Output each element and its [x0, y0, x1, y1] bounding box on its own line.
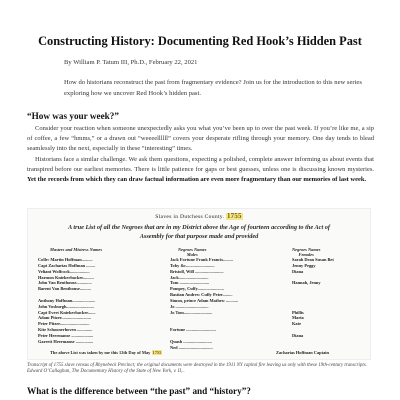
male-name-entry: Jo ..............................: [170, 303, 209, 309]
male-name-entry: Fortune ...........................: [170, 327, 216, 333]
image-caption: Transcript of 1755 slave census of Rhynebeck Precinct; the original documents were destroyed in the 1911 NY capitol fire leaving us only with these 19th-century transcripts. Edward O’Callaghan, The Documentary History of the State of New York, v. II,..: [27, 363, 367, 375]
master-name-entry: John Vosburgh.........................: [38, 303, 94, 309]
column-header-males: Negroes Names Males: [178, 247, 207, 257]
master-name-entry: Veliant Wolfcock..................: [38, 268, 90, 274]
document-footer-text: The above List was taken by me this 12th Day of May: [50, 350, 151, 355]
master-name-entry: Garrett Heermanse ................: [38, 338, 94, 344]
article-body: [27, 124, 374, 185]
male-name-entry: Ned ...............................: [170, 344, 213, 350]
paragraph: Consider your reaction when someone unexpectedly asks you what you’ve been up to over the past week. If you’re like me, a sip of coffee, a few “hmms,” or a drawn out “weeeellllll” covers your desperate rifling through your memory. One day tends to blead seamlessly into the next, especially in these “interesting” times.: [27, 125, 374, 153]
master-name-entry: Adam Pitzer...........................: [38, 315, 92, 321]
male-name-entry: Tom ...........................: [170, 280, 210, 286]
male-name-entry: Pompey, Cuffy........................: [170, 286, 224, 292]
master-name-entry: Peter Pitzer...........................: [38, 321, 90, 327]
master-name-entry: John Van Benthouse..............: [38, 280, 92, 286]
female-name-entry: Hannah, Jenny: [292, 280, 321, 286]
paragraph: [27, 155, 374, 186]
female-name-entry: Diana: [292, 332, 304, 338]
intro-text: How do historians reconstruct the past from fragmentary evidence? Join us for the introduction to this new series exploring how we uncover Red Hook’s hidden past.: [64, 79, 362, 97]
document-heading-line-2: Assembly for that purpose made and provided: [139, 233, 259, 240]
document-footer-year-highlight: 1755: [152, 350, 162, 355]
female-name-entry: Phillis: [292, 309, 304, 315]
male-name-entry: Bastian Andrew Cuffy Peter.........: [170, 292, 233, 298]
paragraph-bold-text: Yet the records from which they can draw factual information are even more fragmentary than our memories of last week.: [27, 176, 367, 184]
master-name-entry: Colle: Martin Hoffman..........: [38, 257, 93, 262]
master-name-entry: Barent Van Benthouse..........: [38, 286, 91, 292]
document-header: [28, 213, 370, 220]
byline: By William P. Tatum III, Ph.D., February 22, 2021: [64, 59, 198, 66]
female-name-entry: Jenny Peggy: [292, 262, 316, 268]
master-name-entry: Harmon Kniekerbacker..........: [38, 274, 94, 280]
master-name-entry: Kite Schoonerhoven ..............: [38, 327, 93, 333]
document-heading-line-1: A true List of all the Negroes that are in my District above the Age of fourteen according to the Act of: [67, 224, 331, 231]
master-name-entry: Anthony Hoffman.....................: [38, 297, 96, 303]
female-name-entry: Sarah Dean Susan Bet: [292, 257, 334, 262]
paragraph-text: Historians face a similar challenge. We ask them questions, expecting a polished, complete answer informing us about events that transpired before our earliest memories. There is little patience for gaps or best guesses, unless one is discussing known mysteries.: [27, 155, 374, 173]
female-name-entry: Maria: [292, 315, 304, 321]
male-name-entry: Jo Tom..........................: [170, 309, 213, 315]
column-header-females: Negroes Names Females: [292, 247, 321, 257]
document-footer: [50, 350, 162, 355]
master-name-entry: Capt Evert Kniekerbacker.......: [38, 309, 96, 315]
female-name-entry: Diana: [292, 268, 304, 274]
census-document-image: [27, 208, 371, 360]
male-name-entry: Toby &c..........................: [170, 262, 215, 268]
females-column: [292, 257, 334, 351]
male-name-entry: Jack...........................: [170, 274, 209, 280]
column-header-masters: Masters and Mistress Names: [50, 247, 103, 252]
male-name-entry: Jack Fortune Frank Francis.........: [170, 257, 233, 262]
males-column: [170, 257, 238, 351]
male-name-entry: Bristoll, Will ..........................: [170, 268, 224, 274]
master-name-entry: Capt Zacharias Hoffman ........: [38, 262, 95, 268]
master-name-entry: Peter Heermanse ....................: [38, 332, 94, 338]
document-year-highlight: 1755: [226, 213, 242, 220]
document-header-title: Slaves in Dutchess County.: [155, 214, 225, 220]
male-name-entry: Simon, prince Adam Mathew ...........: [170, 297, 239, 303]
section-heading-how-was-your-week: “How was your week?”: [27, 111, 119, 121]
male-name-entry: Quash ..........................: [170, 338, 212, 344]
article-title: Constructing History: Documenting Red Hook’s Hidden Past: [38, 34, 362, 48]
document-signature: Zacharias Hoffman Captain: [276, 350, 329, 355]
female-name-entry: Kate: [292, 321, 302, 327]
section-heading-past-vs-history: What is the difference between “the past” and “history”?: [27, 386, 251, 396]
masters-column: [38, 257, 96, 345]
